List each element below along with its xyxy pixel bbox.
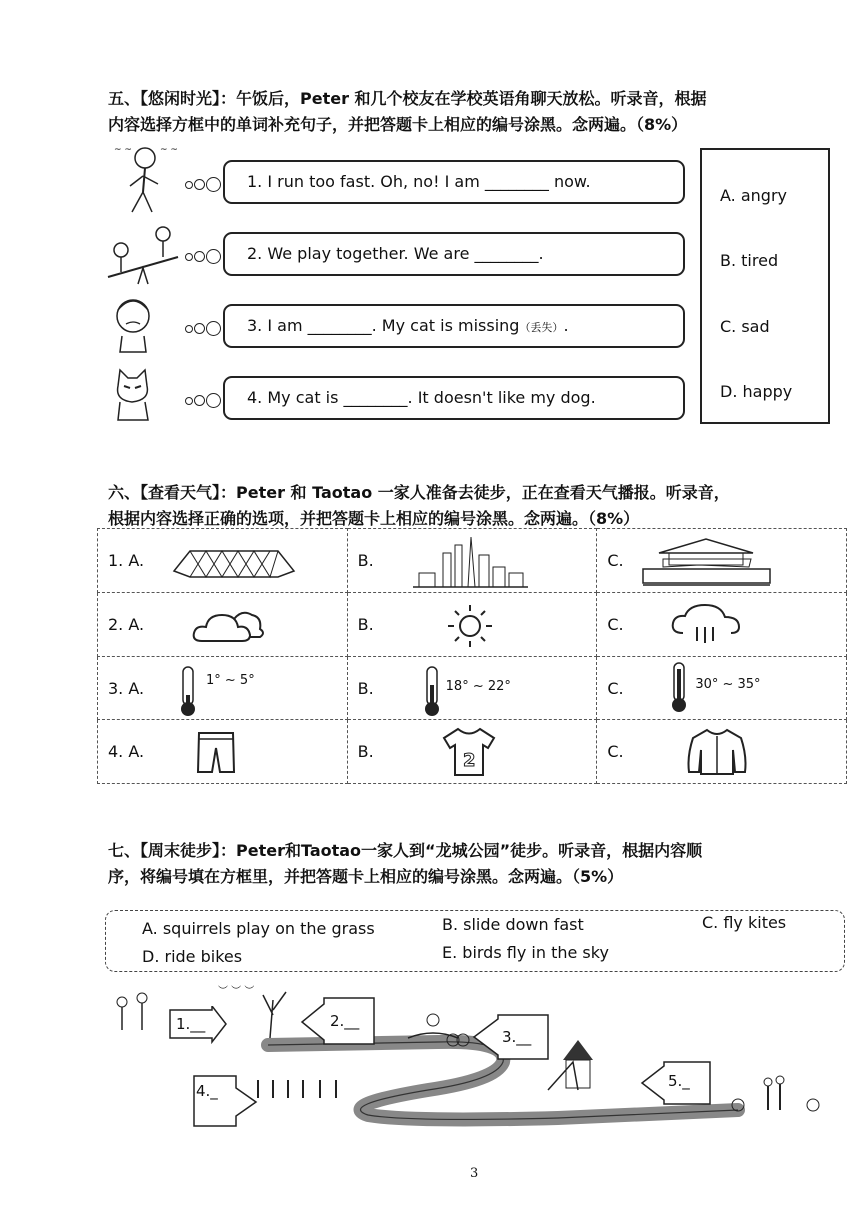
- word-bank-box: [105, 910, 845, 972]
- table-row: 2. A. B. C.: [98, 592, 847, 656]
- option-c: C. sad: [720, 317, 770, 336]
- thought-dots: [185, 318, 222, 337]
- city-skyline-icon: [413, 533, 528, 589]
- sad-girl-illustration: [108, 292, 158, 354]
- sentence-bubble: 1. I run too fast. Oh, no! I am ________ now.: [223, 160, 685, 204]
- word-options-box: [700, 148, 830, 424]
- blank-4[interactable]: 4._: [196, 1082, 218, 1100]
- cloudy-icon: [190, 607, 270, 647]
- thermometer-icon: [667, 661, 691, 715]
- thought-dots: [185, 174, 222, 193]
- thought-dots: [185, 246, 222, 265]
- seesaw-kids-illustration: [103, 222, 183, 288]
- table-row: 1. A. B. C.: [98, 529, 847, 593]
- angry-cat-illustration: [110, 366, 155, 422]
- svg-text:2: 2: [462, 750, 476, 772]
- word-d: D. ride bikes: [142, 947, 243, 966]
- table-row: 4. A. B. 2 C.: [98, 720, 847, 784]
- word-a: A. squirrels play on the grass: [142, 919, 375, 938]
- section6-title: 六、【查看天气】：Peter 和 Taotao 一家人准备去徒步，正在查看天气播报。听录音， 根据内容选择正确的选项，并把答题卡上相应的编号涂黑。念两遍。（8%）: [108, 483, 730, 528]
- stadium-icon: [170, 543, 298, 579]
- sentence-bubble: 3. I am ________. My cat is missing（丢失）.: [223, 304, 685, 348]
- shorts-icon: [196, 730, 236, 776]
- sentence-bubble: 2. We play together. We are ________.: [223, 232, 685, 276]
- thermometer-icon: [420, 665, 444, 719]
- option-a: A. angry: [720, 186, 787, 205]
- svg-text:~ ~: ~ ~: [160, 145, 178, 155]
- table-row: 3. A. 1° ~ 5° B. 18° ~ 22° C. 30° ~ 35°: [98, 656, 847, 720]
- word-b: B. slide down fast: [442, 915, 584, 934]
- svg-text:︶ ︶ ︶: ︶ ︶ ︶: [218, 986, 255, 997]
- rainy-icon: [669, 603, 745, 647]
- word-e: E. birds fly in the sky: [442, 943, 609, 962]
- option-d: D. happy: [720, 382, 793, 401]
- tired-boy-illustration: [110, 140, 180, 218]
- thought-dots: [185, 390, 222, 409]
- tshirt-icon: [440, 726, 498, 778]
- blank-5[interactable]: 5._: [668, 1072, 690, 1090]
- blank-3[interactable]: 3.__: [502, 1028, 532, 1046]
- section5-title: 五、【悠闲时光】：午饭后，Peter 和几个校友在学校英语角聊天放松。听录音，根据 内容选择方框中的单词补充句子，并把答题卡上相应的编号涂黑。念两遍。（8%）: [108, 89, 707, 134]
- option-b: B. tired: [720, 251, 779, 270]
- blank-1[interactable]: 1.__: [176, 1015, 206, 1033]
- jacket-icon: [685, 726, 749, 776]
- weather-options-table: [97, 528, 847, 784]
- sunny-icon: [444, 603, 496, 649]
- blank-2[interactable]: 2.__: [330, 1012, 360, 1030]
- section7-title: 七、【周末徒步】：Peter和Taotao一家人到“龙城公园”徒步。听录音，根据内容顺 序，将编号填在方框里，并把答题卡上相应的编号涂黑。念两遍。（5%）: [108, 841, 703, 886]
- thermometer-icon: [176, 665, 200, 719]
- word-c: C. fly kites: [702, 913, 787, 932]
- page-number: 3: [470, 1166, 479, 1181]
- sentence-bubble: 4. My cat is ________. It doesn't like my dog.: [223, 376, 685, 420]
- tiananmen-icon: [639, 535, 774, 587]
- svg-text:~ ~: ~ ~: [114, 145, 132, 155]
